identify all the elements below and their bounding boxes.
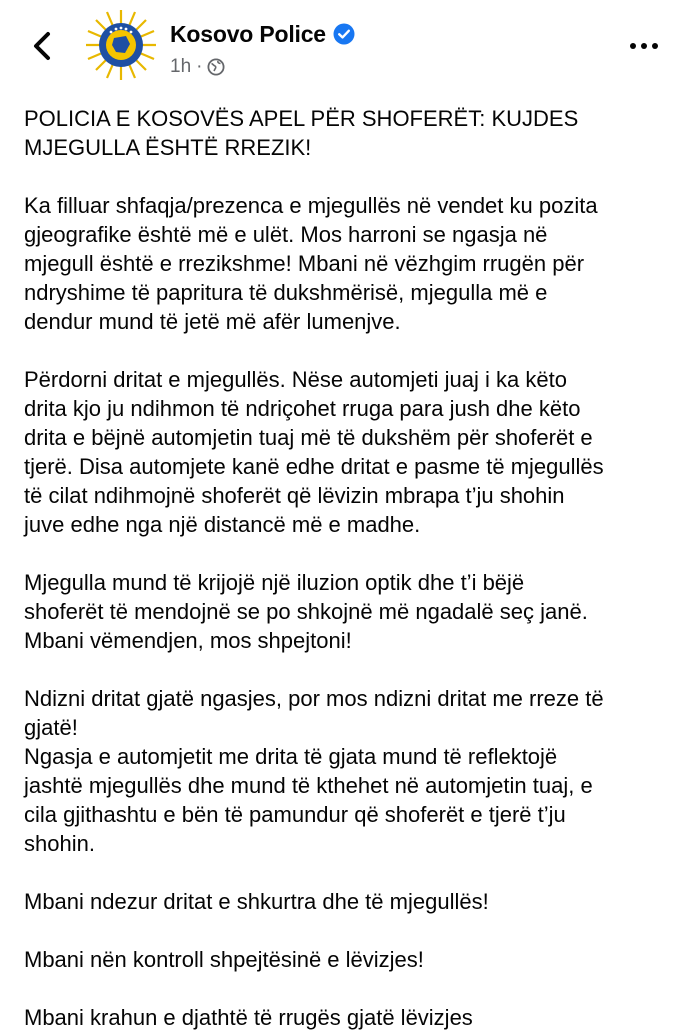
post-paragraph: Përdorni dritat e mjegullës. Nëse automjeti juaj i ka këto drita kjo ju ndihmon të ndriçohet rruga para jush dhe këto drita e bëjnë automjetin tuaj më të dukshëm për shoferët e tjerë. Disa automjete kanë edhe dritat e pasme të mjegullës të cilat ndihmojnë shoferët që lëvizin mbrapa t’ju shohin juve edhe nga një distancë më e madhe. bbox=[24, 367, 604, 537]
back-button[interactable] bbox=[22, 26, 62, 66]
post-text bbox=[24, 104, 664, 1032]
page-name[interactable]: Kosovo Police bbox=[170, 20, 326, 47]
post-paragraph: Mbani krahun e djathtë të rrugës gjatë lëvizjes bbox=[24, 1005, 473, 1030]
post-title: POLICIA E KOSOVËS APEL PËR SHOFERËT: KUJDES MJEGULLA ËSHTË RREZIK! bbox=[24, 106, 579, 160]
more-options-button[interactable] bbox=[622, 32, 666, 60]
verified-badge-icon bbox=[333, 23, 355, 45]
chevron-left-icon bbox=[31, 31, 53, 61]
more-dot bbox=[641, 43, 647, 49]
post-header bbox=[0, 0, 686, 90]
kosovo-police-emblem-icon bbox=[84, 8, 158, 82]
avatar[interactable] bbox=[84, 8, 158, 82]
post-paragraph: Ka filluar shfaqja/prezenca e mjegullës në vendet ku pozita gjeografike është më e ulët. Mos harroni se ngasja në mjegull është e rrezikshme! Mbani në vëzhgim rrugën për ndryshime të papritura të dukshmërisë, mjegulla më e dendur mund të jetë më afër lumenjve. bbox=[24, 193, 598, 334]
post-timestamp[interactable]: 1h bbox=[170, 56, 192, 77]
globe-icon bbox=[207, 58, 225, 76]
post-paragraph: Ndizni dritat gjatë ngasjes, por mos ndizni dritat me rreze të gjatë! Ngasja e automjetit me drita të gjata mund të reflektojë jashtë mjegullës dhe mund të kthehet në automjetin tuaj, e cila gjithashtu e bën të pamundur që shoferët e tjerë t’ju shohin. bbox=[24, 686, 604, 856]
post-meta bbox=[170, 54, 225, 80]
post-paragraph: Mbani nën kontroll shpejtësinë e lëvizjes! bbox=[24, 947, 424, 972]
more-dot bbox=[630, 43, 636, 49]
meta-separator: · bbox=[196, 56, 203, 77]
more-dot bbox=[652, 43, 658, 49]
post-paragraph: Mbani ndezur dritat e shkurtra dhe të mjegullës! bbox=[24, 889, 489, 914]
post-paragraph: Mjegulla mund të krijojë një iluzion optik dhe t’i bëjë shoferët të mendojnë se po shkojnë më ngadalë seç janë. Mbani vëmendjen, mos shpejtoni! bbox=[24, 570, 588, 653]
